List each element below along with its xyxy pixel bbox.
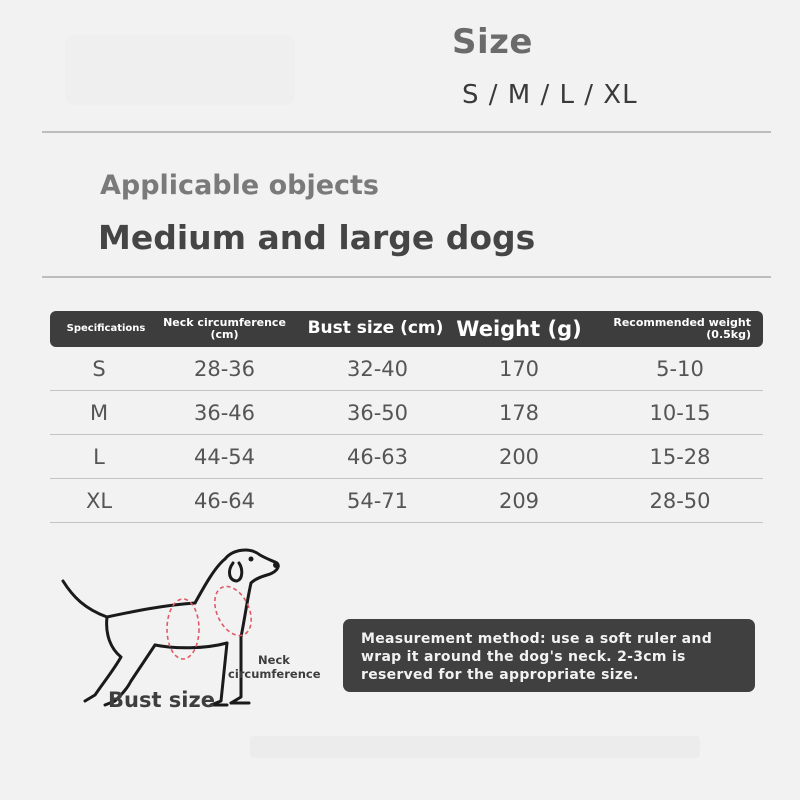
cell-size: S [92,356,106,381]
cell-bust: 36-50 [346,400,409,425]
table-row [50,347,763,391]
cell-size: XL [85,488,113,513]
table-row [50,435,763,479]
cell-bust: 54-71 [346,488,409,513]
cell-size: L [93,444,105,469]
measurement-method-box [343,619,755,692]
header-specifications: Specifications [66,322,146,334]
cell-neck: 46-64 [193,488,256,513]
table-row [50,391,763,435]
size-values: S / M / L / XL [462,80,638,110]
cell-weight: 209 [498,488,540,513]
size-title: Size [452,22,533,62]
header-weight: Weight (g) [456,316,582,341]
cell-recommended-weight: 15-28 [649,444,711,469]
cell-neck: 44-54 [193,444,256,469]
header-neck: Neck circumference (cm) [163,316,286,341]
cell-recommended-weight: 28-50 [649,488,711,513]
cell-recommended-weight: 5-10 [656,356,704,381]
divider-middle [42,276,771,278]
header-recommended-weight: Recommended weight (0.5kg) [613,316,751,341]
table-body [50,347,763,523]
divider-top [42,131,771,133]
applicable-value: Medium and large dogs [98,218,536,257]
cell-weight: 200 [498,444,540,469]
header-bust: Bust size (cm) [307,318,444,339]
faint-footer-bar [250,736,700,758]
size-table [50,311,763,523]
cell-bust: 46-63 [346,444,409,469]
table-header [50,311,763,347]
faint-brand-watermark [65,35,295,105]
cell-neck: 28-36 [193,356,256,381]
cell-weight: 170 [498,356,540,381]
table-row [50,479,763,523]
neck-circumference-label: Neck circumference [228,653,321,681]
cell-recommended-weight: 10-15 [649,400,711,425]
cell-neck: 36-46 [193,400,256,425]
applicable-label: Applicable objects [100,170,380,201]
measurement-text: Measurement method: use a soft ruler and wrap it around the dog's neck. 2-3cm is reserved for the appropriate size. [361,631,713,684]
cell-size: M [89,400,109,425]
cell-bust: 32-40 [346,356,409,381]
cell-weight: 178 [498,400,540,425]
bust-size-label: Bust size [108,688,215,712]
